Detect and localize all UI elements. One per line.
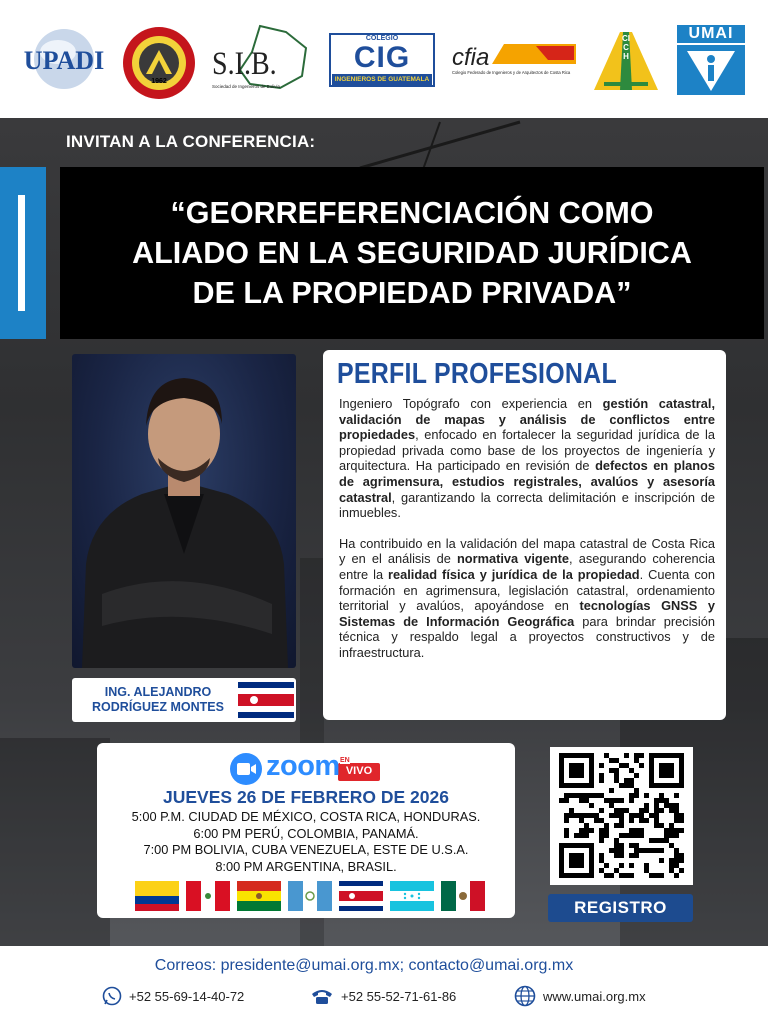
live-badge-top: EN xyxy=(340,757,350,764)
live-badge: VIVO xyxy=(345,765,373,777)
profile-body xyxy=(339,396,715,661)
cich-logo: CICH xyxy=(590,24,662,92)
website-contact[interactable] xyxy=(514,984,646,1008)
profile-paragraph-2 xyxy=(339,536,715,661)
event-card xyxy=(97,743,515,918)
profile-highlight: gestión catastral, validación de mapas y análisis de conflictos entre propiedades xyxy=(339,396,715,443)
conference-title: “GEORREFERENCIACIÓN COMO ALIADO EN LA SEGURIDAD JURÍDICA DE LA PROPIEDAD PRIVADA” xyxy=(132,196,692,310)
peru-flag-icon xyxy=(186,881,230,911)
profile-highlight: defectos en planos de agrimensura, estudios registrales, avalúos y asesoría catastral xyxy=(339,458,715,505)
whatsapp-number: +52 55-69-14-40-72 xyxy=(129,988,245,1004)
phone-number: +52 55-52-71-61-86 xyxy=(341,988,457,1004)
profile-text: . Cuenta con formación en agrimensura, legislación catastral, ordenamiento territorial y avalúos, apoyándose en xyxy=(339,566,715,614)
bolivia-flag-icon xyxy=(237,881,281,911)
speaker-illustration xyxy=(72,354,296,668)
profile-highlight: normativa vigente xyxy=(456,551,570,567)
zoom-wordmark: zoom xyxy=(266,750,340,782)
phone-icon xyxy=(310,986,334,1006)
website-url: www.umai.org.mx xyxy=(543,988,646,1004)
profile-text: Ha contribuido en la validación del mapa catastral de Costa Rica y en el análisis de xyxy=(339,535,715,567)
zoom-logo xyxy=(228,749,388,789)
footer xyxy=(0,946,768,1024)
profile-title: PERFIL PROFESIONAL xyxy=(337,358,617,390)
logo-bar xyxy=(0,0,768,118)
profile-text: , asegurando coherencia entre la xyxy=(339,551,715,582)
speaker-name: ING. ALEJANDRO RODRÍGUEZ MONTES xyxy=(92,685,224,714)
profile-paragraph-1 xyxy=(339,396,715,521)
profile-highlight: realidad física y jurídica de la propiedad xyxy=(388,566,640,582)
background-building xyxy=(0,738,110,946)
phone-contact[interactable] xyxy=(310,984,456,1008)
profile-highlight: tecnologías GNSS y Sistemas de Información Geográfica xyxy=(339,598,715,629)
event-date: JUEVES 26 DE FEBRERO DE 2026 xyxy=(163,787,449,807)
invite-heading: INVITAN A LA CONFERENCIA: xyxy=(66,132,316,151)
cfia-logo: cfia Colegio Federado de Ingenieros y de Arquitectos de Costa Rica xyxy=(452,40,578,80)
whatsapp-icon xyxy=(102,986,122,1006)
mexico-flag-icon xyxy=(441,881,485,911)
colombia-flag-icon xyxy=(135,881,179,911)
honduras-flag-icon xyxy=(390,881,434,911)
cig-logo: COLEGIO CIG INGENIEROS DE GUATEMALA xyxy=(329,33,435,87)
registro-button[interactable]: REGISTRO xyxy=(548,894,693,922)
profile-text: Ingeniero Topógrafo con experiencia en xyxy=(339,396,603,411)
qr-code[interactable] xyxy=(550,747,693,885)
umai-logo: UMAI xyxy=(677,25,745,95)
profile-text: , enfocado en fortalecer la seguridad jurídica de la propiedad privada como base de los proyectos de ingeniería y arquitectura. Ha participado en revisión de xyxy=(339,427,715,474)
accent-strip xyxy=(0,167,46,339)
event-times: 5:00 P.M. CIUDAD DE MÉXICO, COSTA RICA, HONDURAS. 6:00 PM PERÚ, COLOMBIA, PANAMÁ. 7:00 PM BOLIVIA, CUBA VENEZUELA, ESTE DE U.S.A. 8:00 PM ARGENTINA, BRASIL. xyxy=(131,809,481,874)
guatemala-flag-icon xyxy=(288,881,332,911)
profile-card xyxy=(323,350,726,720)
globe-icon xyxy=(514,985,536,1007)
conference-title-box xyxy=(60,167,764,339)
sib-logo: S.I.B. Sociedad de Ingenieros de Bolivia xyxy=(210,22,310,96)
profile-text: para brindar precisión técnica y respaldo legal a proyectos constructivos y de infraestructura. xyxy=(339,613,715,660)
profile-text: , garantizando la correcta delimitación e inscripción de inmuebles. xyxy=(339,489,715,521)
costa-rica-flag-icon xyxy=(238,682,294,718)
upadi-logo: UPADI xyxy=(18,24,110,94)
qr-code-icon xyxy=(550,747,693,885)
whatsapp-contact[interactable] xyxy=(102,984,244,1008)
speaker-name-card xyxy=(72,678,296,722)
country-flags xyxy=(135,881,485,911)
footer-emails[interactable]: Correos: presidente@umai.org.mx; contacto@umai.org.mx xyxy=(154,957,574,974)
colegio-ingenieros-logo: 1962 xyxy=(122,26,196,100)
costa-rica-flag-icon xyxy=(339,881,383,911)
speaker-photo xyxy=(72,354,296,668)
